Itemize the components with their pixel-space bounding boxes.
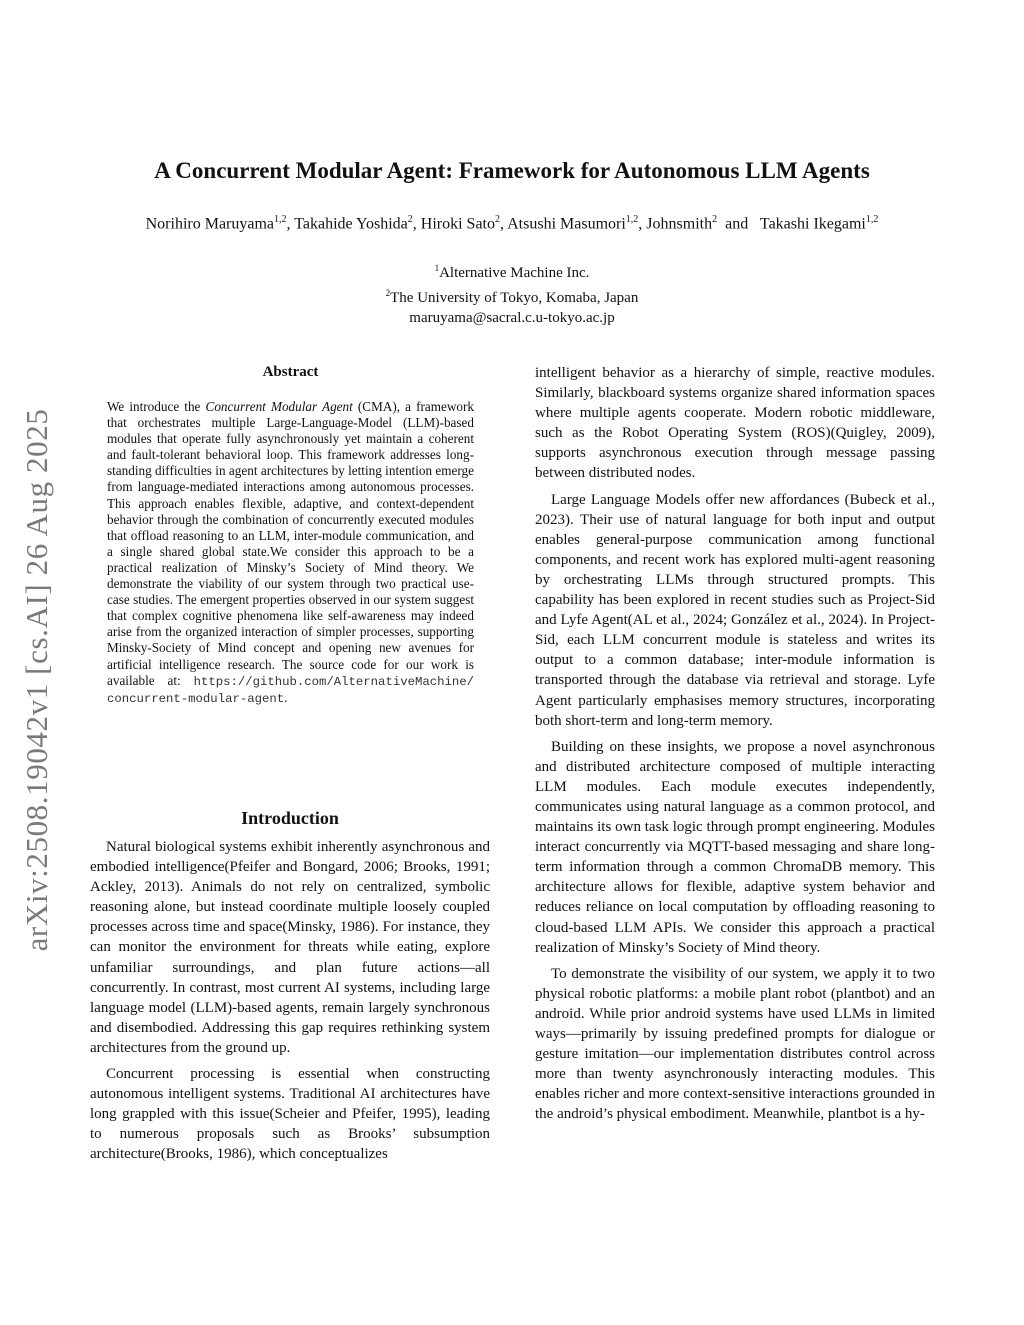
author-separator: , [286, 215, 295, 233]
source-code-link[interactable]: https://github.com/AlternativeMachine/ concurrent-modular-agent [107, 674, 474, 706]
contact-email: maruyama@sacral.c.u-tokyo.ac.jp [409, 310, 615, 326]
abstract-heading: Abstract [262, 364, 319, 380]
author-separator: , [412, 215, 421, 233]
arxiv-id-label: arXiv:2508.19042v1 [cs.AI] 26 Aug 2025 [19, 408, 54, 952]
author-affiliation-sup: 2 [712, 214, 718, 225]
right-column [535, 363, 935, 1124]
arxiv-sidebar-stamp [12, 375, 62, 985]
intro-paragraph: Concurrent processing is essential when constructing autonomous intelligent systems. Traditional AI architectures have long grappled with this issue(Scheier and Pfeifer, 1995), leading to numerous proposals such as Brooks’ subsumption architecture(Brooks, 1986), which conceptualizes [90, 1066, 490, 1163]
abstract-text-end: . [284, 689, 288, 705]
abstract-text-start: We introduce the [107, 399, 206, 414]
body-paragraph: Building on these insights, we propose a novel asynchronous and distributed architecture composed of multiple interacting LLM modules. Each module executes independently, communicates using natural language as a common protocol, and maintains its own task logic through prompt engineering. Modules interact concurrently via MQTT-based messaging and share long-term information through a common ChromaDB memory. This architecture allows for flexible, adaptive system behavior and reduces reliance on local computation by offloading reasoning to cloud-based LLM APIs. We consider this approach a practical realization of Minsky’s Society of Mind theory. [535, 738, 935, 956]
author-separator: , [500, 215, 508, 233]
affiliations-block [0, 258, 1024, 328]
body-paragraph: intelligent behavior as a hierarchy of simple, reactive modules. Similarly, blackboard systems organize shared information spaces where multiple agents cooperate. Modern robotic middleware, such as the Robot Operating System (ROS)(Quigley, 2009), supports asynchronous execution through message passing between distributed nodes. [535, 365, 935, 482]
author-affiliation-sup: 2 [495, 214, 500, 225]
author-name: Takahide Yoshida [294, 215, 408, 233]
introduction-section [90, 808, 490, 1165]
introduction-heading: Introduction [241, 808, 339, 828]
author-name: Norihiro Maruyama [145, 215, 275, 233]
author-name: Takashi Ikegami [759, 215, 866, 233]
body-paragraph: To demonstrate the visibility of our system, we apply it to two physical robotic platforms: a mobile plant robot (plantbot) and an android. While prior android systems have used LLMs in limited ways—primarily by issuing predefined prompts for dialogue or gesture imitation—our implementation distributes control across more than twenty asynchronously interacting modules. This enables richer and more context-sensitive interactions grounded in the android’s physical embodiment. Meanwhile, plantbot is a hy- [535, 965, 935, 1123]
author-affiliation-sup: 1,2 [865, 214, 879, 225]
author-separator: and [717, 215, 757, 233]
abstract-text [107, 399, 474, 707]
affiliation-1 [0, 258, 1024, 283]
abstract-section [107, 364, 474, 707]
author-separator: , [638, 215, 647, 233]
author-name: Hiroki Sato [420, 215, 495, 233]
author-affiliation-sup: 2 [407, 214, 413, 225]
paper-title: A Concurrent Modular Agent: Framework for Autonomous LLM Agents [154, 158, 870, 183]
abstract-text-body: (CMA), a framework that orchestrates multiple Large-Language-Model (LLM)-based modules that operate fully asynchronously yet maintain a coherent and fault-tolerant behavioral loop. This framework addresses long-standing difficulties in agent architectures by letting intention emerge from language-mediated interactions among autonomous processes. This approach enables flexible, adaptive, and context-dependent behavior through the combination of concurrently executed modules that offload reasoning to an LLM, inter-module communication, and a single shared global state.We consider this approach to be a practical realization of Minsky’s Society of Mind theory. We demonstrate the viability of our system through two practical use-case studies. The emergent properties observed in our system suggest that complex cognitive phenomena like self-awareness may indeed arise from the organized interaction of simpler processes, supporting Minsky-Society of Mind concept and opening new avenues for artificial intelligence research. The source code for our work is available at: [107, 399, 474, 688]
affiliation-2-text: The University of Tokyo, Komaba, Japan [390, 290, 639, 306]
author-name: Atsushi Masumori [507, 215, 626, 233]
intro-paragraph: Natural biological systems exhibit inherently asynchronous and embodied intelligence(Pfeifer and Bongard, 2006; Brooks, 1991; Ackley, 2013). Animals do not rely on centralized, symbolic reasoning alone, but instead coordinate multiple loosely coupled processes across time and space(Minsky, 1986). For instance, they can monitor the environment for threats while eating, explore unfamiliar surroundings, and plan future actions—all concurrently. In contrast, most current AI systems, including large language model (LLM)-based agents, remain largely synchronous and disembodied. Addressing this gap requires rethinking system architectures from the ground up. [90, 839, 490, 1056]
author-affiliation-sup: 1,2 [625, 214, 639, 225]
affiliation-2-sup: 2 [385, 288, 391, 298]
cma-term: Concurrent Modular Agent [205, 399, 353, 414]
author-name: Johnsmith [646, 215, 713, 233]
author-affiliation-sup: 1,2 [274, 214, 287, 225]
affiliation-1-sup: 1 [434, 263, 440, 273]
body-paragraph: Large Language Models offer new affordances (Bubeck et al., 2023). Their use of natural language for both input and output enables general-purpose communication among functional components, and recent work has explored multi-agent reasoning by orchestrating LLMs through structured prompts. This capability has been explored in recent studies such as Project-Sid and Lyfe Agent(AL et al., 2024; González et al., 2024). In Project-Sid, each LLM concurrent module is stateless and writes its output to a common database; inter-module information is transported through the database via retrieval and storage. Lyfe Agent particularly emphasises memory structures, incorporating both short-term and long-term memory. [535, 491, 935, 729]
author-list [0, 214, 1024, 233]
affiliation-1-text: Alternative Machine Inc. [439, 265, 590, 281]
affiliation-2 [0, 283, 1024, 308]
